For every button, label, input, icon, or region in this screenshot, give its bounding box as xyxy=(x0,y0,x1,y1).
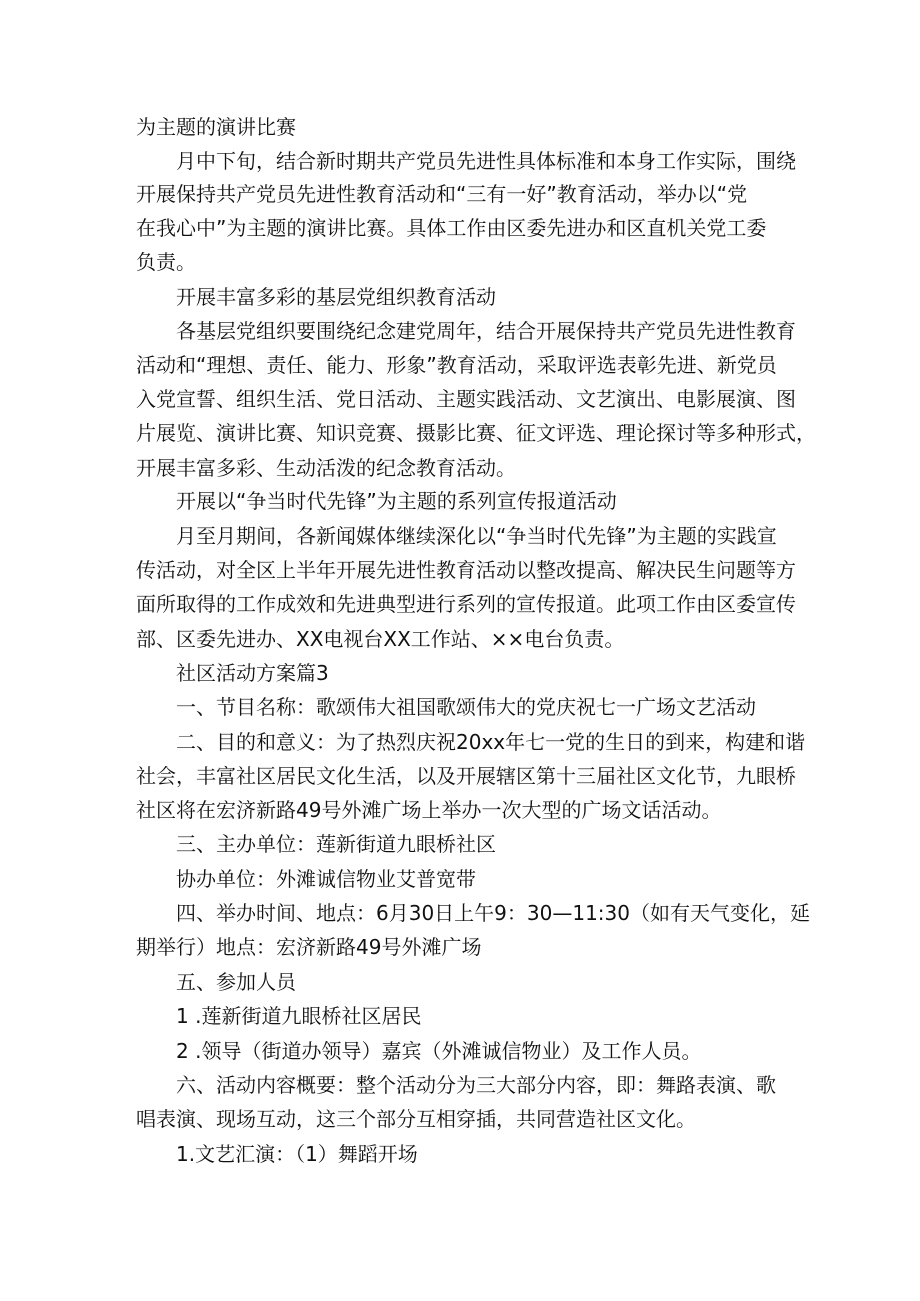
text-line: 入党宣誓、组织生活、党日活动、主题实践活动、文艺演出、电影展演、图 xyxy=(136,387,796,411)
text-line: 期举行）地点：宏济新路49号外滩广场 xyxy=(136,935,482,959)
text-line: 月至月期间，各新闻媒体继续深化以“争当时代先锋”为主题的实践宣 xyxy=(176,524,777,548)
section-heading: 开展以“争当时代先锋”为主题的系列宣传报道活动 xyxy=(176,489,617,513)
text-line: 各基层党组织要围绕纪念建党周年，结合开展保持共产党员先进性教育 xyxy=(176,319,796,343)
text-line: 五、参加人员 xyxy=(176,970,296,994)
text-line: 四、举办时间、地点：6月30日上午9：30—11:30（如有天气变化，延 xyxy=(176,901,810,925)
text-line: 为主题的演讲比赛 xyxy=(136,115,296,139)
text-line: 部、区委先进办、XX电视台XX工作站、××电台负责。 xyxy=(136,627,625,651)
text-line: 二、目的和意义：为了热烈庆祝20xx年七一党的生日的到来，构建和谐 xyxy=(176,730,806,754)
text-line: 社区将在宏济新路49号外滩广场上举办一次大型的广场文话活动。 xyxy=(136,798,722,822)
text-line: 三、主办单位：莲新街道九眼桥社区 xyxy=(176,832,496,856)
text-line: 唱表演、现场互动，这三个部分互相穿插，共同营造社区文化。 xyxy=(136,1107,696,1131)
text-line: 1.文艺汇演：（1）舞蹈开场 xyxy=(176,1142,418,1166)
text-line: 片展览、演讲比赛、知识竞赛、摄影比赛、征文评选、理论探讨等多种形式， xyxy=(136,421,816,445)
text-line: 在我心中”为主题的演讲比赛。具体工作由区委先进办和区直机关党工委 xyxy=(136,216,767,240)
text-line: 开展丰富多彩、生动活泼的纪念教育活动。 xyxy=(136,456,516,480)
text-line: 1 .莲新街道九眼桥社区居民 xyxy=(176,1004,422,1028)
text-line: 社会，丰富社区居民文化生活，以及开展辖区第十三届社区文化节，九眼桥 xyxy=(136,764,796,788)
text-line: 一、节目名称：歌颂伟大祖国歌颂伟大的党庆祝七一广场文艺活动 xyxy=(176,695,756,719)
text-line: 协办单位：外滩诚信物业艾普宽带 xyxy=(176,867,476,891)
text-line: 传活动，对全区上半年开展先进性教育活动以整改提高、解决民生问题等方 xyxy=(136,558,796,582)
text-line: 活动和“理想、责任、能力、形象”教育活动，采取评选表彰先进、新党员 xyxy=(136,353,777,377)
section-heading: 社区活动方案篇3 xyxy=(176,661,329,685)
section-heading: 开展丰富多彩的基层党组织教育活动 xyxy=(176,285,496,309)
text-line: 负责。 xyxy=(136,250,196,274)
text-line: 2 .领导（街道办领导）嘉宾（外滩诚信物业）及工作人员。 xyxy=(176,1039,702,1063)
text-line: 月中下旬，结合新时期共产党员先进性具体标准和本身工作实际，围绕 xyxy=(176,149,796,173)
text-line: 开展保持共产党员先进性教育活动和“三有一好”教育活动，举办以“党 xyxy=(136,182,748,206)
text-line: 六、活动内容概要：整个活动分为三大部分内容，即：舞路表演、歌 xyxy=(176,1073,776,1097)
text-line: 面所取得的工作成效和先进典型进行系列的宣传报道。此项工作由区委宣传 xyxy=(136,592,796,616)
